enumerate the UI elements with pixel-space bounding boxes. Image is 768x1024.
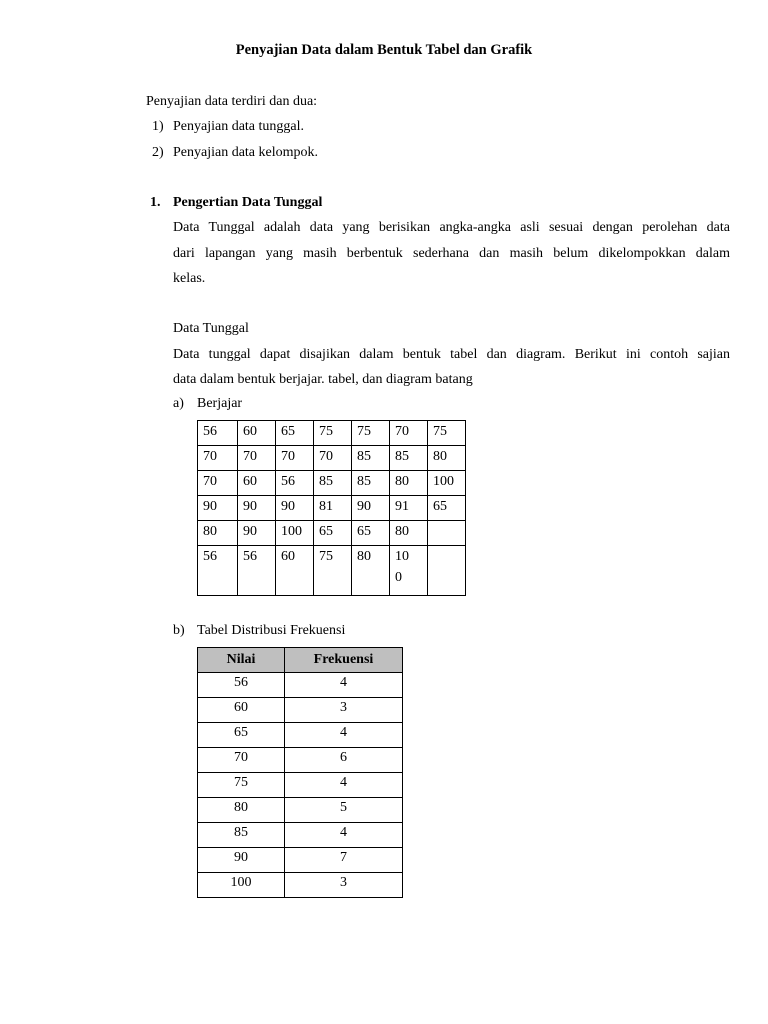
frekuensi-cell: 4 — [285, 823, 403, 848]
frequency-table-header-row — [198, 648, 403, 673]
nilai-cell: 75 — [198, 773, 285, 798]
table-cell: 90 — [238, 521, 276, 546]
table-cell: 56 — [198, 546, 238, 596]
table-row — [198, 823, 403, 848]
table-cell: 75 — [352, 421, 390, 446]
table-cell: 60 — [238, 471, 276, 496]
table-cell: 90 — [352, 496, 390, 521]
table-cell: 56 — [238, 546, 276, 596]
freq-label-num: b) — [173, 623, 185, 638]
section-1-heading: Pengertian Data Tunggal — [173, 195, 323, 210]
table-cell: 70 — [276, 446, 314, 471]
nilai-cell: 80 — [198, 798, 285, 823]
header-frekuensi: Frekuensi — [285, 648, 403, 673]
intro-item-1-text: Penyajian data tunggal. — [173, 119, 305, 134]
table-cell: 70 — [238, 446, 276, 471]
table-row — [198, 471, 466, 496]
table-row — [198, 848, 403, 873]
subheading-data-tunggal: Data Tunggal — [173, 321, 249, 336]
table-cell: 70 — [390, 421, 428, 446]
frekuensi-cell: 4 — [285, 673, 403, 698]
table-row — [198, 698, 403, 723]
table-row — [198, 748, 403, 773]
table-cell: 85 — [314, 471, 352, 496]
nilai-cell: 65 — [198, 723, 285, 748]
table-cell: 65 — [314, 521, 352, 546]
table-cell: 85 — [352, 446, 390, 471]
table-cell: 90 — [276, 496, 314, 521]
table-cell: 56 — [198, 421, 238, 446]
table-row — [198, 798, 403, 823]
berjajar-label-num: a) — [173, 396, 184, 411]
paragraph-2-line-2: data dalam bentuk berjajar. tabel, dan diagram batang — [173, 372, 473, 387]
table-cell: 81 — [314, 496, 352, 521]
berjajar-label: Berjajar — [197, 396, 243, 411]
nilai-cell: 70 — [198, 748, 285, 773]
section-1-paragraph-line-2: dari lapangan yang masih berbentuk sederhana dan masih belum dikelompokkan dalam — [173, 246, 730, 261]
nilai-cell: 100 — [198, 873, 285, 898]
table-cell: 60 — [238, 421, 276, 446]
table-row — [198, 723, 403, 748]
page-title: Penyajian Data dalam Bentuk Tabel dan Grafik — [235, 42, 533, 58]
table-cell: 80 — [198, 521, 238, 546]
table-row — [198, 521, 466, 546]
intro-lead: Penyajian data terdiri dan dua: — [146, 94, 318, 109]
section-1-number: 1. — [150, 195, 161, 210]
nilai-cell: 90 — [198, 848, 285, 873]
table-cell: 56 — [276, 471, 314, 496]
section-1-paragraph-line-1: Data Tunggal adalah data yang berisikan angka-angka asli sesuai dengan perolehan data — [173, 220, 730, 235]
frekuensi-cell: 3 — [285, 698, 403, 723]
freq-label: Tabel Distribusi Frekuensi — [197, 623, 346, 638]
table-cell: 60 — [276, 546, 314, 596]
frekuensi-cell: 4 — [285, 723, 403, 748]
nilai-cell: 85 — [198, 823, 285, 848]
nilai-cell: 60 — [198, 698, 285, 723]
table-cell: 65 — [276, 421, 314, 446]
table-cell: 70 — [198, 446, 238, 471]
table-cell — [428, 521, 466, 546]
table-cell: 70 — [314, 446, 352, 471]
table-cell: 91 — [390, 496, 428, 521]
paragraph-2-line-1: Data tunggal dapat disajikan dalam bentuk tabel dan diagram. Berikut ini contoh sajian — [173, 347, 730, 362]
frekuensi-cell: 4 — [285, 773, 403, 798]
table-cell: 10 0 — [390, 546, 428, 596]
table-cell: 85 — [352, 471, 390, 496]
table-cell: 100 — [428, 471, 466, 496]
frekuensi-cell: 7 — [285, 848, 403, 873]
frekuensi-cell: 6 — [285, 748, 403, 773]
frequency-table — [197, 647, 403, 898]
table-cell: 90 — [198, 496, 238, 521]
table-row — [198, 446, 466, 471]
table-row — [198, 421, 466, 446]
intro-item-1-num: 1) — [152, 119, 164, 134]
table-cell: 85 — [390, 446, 428, 471]
table-row — [198, 546, 466, 596]
header-nilai: Nilai — [198, 648, 285, 673]
table-cell: 75 — [314, 421, 352, 446]
table-cell: 100 — [276, 521, 314, 546]
berjajar-table — [197, 420, 466, 596]
table-cell: 80 — [352, 546, 390, 596]
section-1-paragraph-line-3: kelas. — [173, 271, 206, 286]
table-cell: 75 — [428, 421, 466, 446]
table-cell: 70 — [198, 471, 238, 496]
intro-item-2-text: Penyajian data kelompok. — [173, 145, 319, 160]
nilai-cell: 56 — [198, 673, 285, 698]
table-cell: 80 — [390, 471, 428, 496]
frekuensi-cell: 5 — [285, 798, 403, 823]
intro-item-2-num: 2) — [152, 145, 164, 160]
table-row — [198, 673, 403, 698]
table-row — [198, 773, 403, 798]
table-row — [198, 496, 466, 521]
table-cell: 80 — [390, 521, 428, 546]
table-cell — [428, 546, 466, 596]
table-cell: 75 — [314, 546, 352, 596]
table-cell: 65 — [428, 496, 466, 521]
frekuensi-cell: 3 — [285, 873, 403, 898]
table-row — [198, 873, 403, 898]
table-cell: 80 — [428, 446, 466, 471]
table-cell: 90 — [238, 496, 276, 521]
table-cell: 65 — [352, 521, 390, 546]
